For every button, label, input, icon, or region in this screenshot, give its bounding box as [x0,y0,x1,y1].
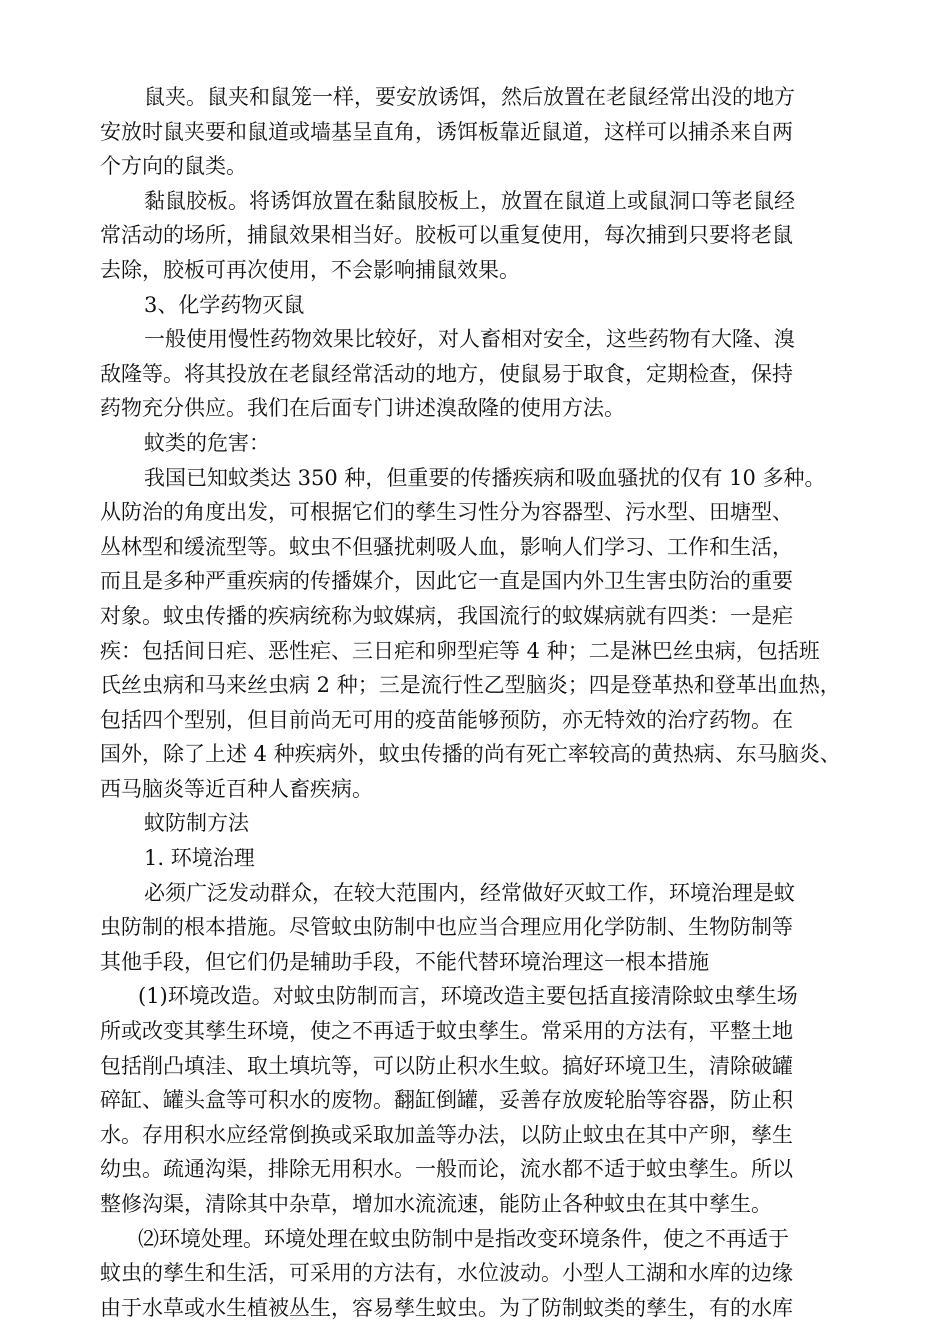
text-line: 从防治的角度出发，可根据它们的孳生习性分为容器型、污水型、田塘型、 [100,500,793,525]
section-heading: 1. 环境治理 [144,846,255,871]
text-line: 常活动的场所，捕鼠效果相当好。胶板可以重复使用，每次捕到只要将老鼠 [100,223,793,248]
section-heading: 蚊防制方法 [144,811,249,836]
section-heading: 3、化学药物灭鼠 [144,292,305,317]
text-line: 鼠夹。鼠夹和鼠笼一样，要安放诱饵，然后放置在老鼠经常出没的地方 [144,85,795,109]
text-line: 所或改变其孳生环境，使之不再适于蚊虫孳生。常采用的方法有，平整土地 [100,1019,793,1044]
text-line: 我国已知蚊类达 350 种，但重要的传播疾病和吸血骚扰的仅有 10 多种。 [144,465,826,490]
text-line: 其他手段，但它们仍是辅助手段，不能代替环境治理这一根本措施 [100,949,709,974]
text-line: 而且是多种严重疾病的传播媒介，因此它一直是国内外卫生害虫防治的重要 [100,569,793,594]
text-line: 由于水草或水生植被丛生，容易孳生蚊虫。为了防制蚊类的孳生，有的水库 [100,1295,793,1320]
text-line: 敌隆等。将其投放在老鼠经常活动的地方，使鼠易于取食，定期检查，保持 [100,361,793,386]
text-line: 疾：包括间日疟、恶性疟、三日疟和卵型疟等 4 种；二是淋巴丝虫病，包括班 [100,638,820,663]
text-line: 去除，胶板可再次使用，不会影响捕鼠效果。 [100,257,520,282]
text-line: 个方向的鼠类。 [100,154,247,179]
text-line: 虫防制的根本措施。尽管蚊虫防制中也应当合理应用化学防制、生物防制等 [100,915,793,940]
text-line: 氏丝虫病和马来丝虫病 2 种；三是流行性乙型脑炎；四是登革热和登革出血热， [100,673,841,698]
text-line: 药物充分供应。我们在后面专门讲述溴敌隆的使用方法。 [100,396,625,421]
text-line: 整修沟渠，清除其中杂草，增加水流流速，能防止各种蚊虫在其中孳生。 [100,1192,772,1216]
text-line: 蚊虫的孳生和生活，可采用的方法有，水位波动。小型人工湖和水库的边缘 [100,1261,793,1286]
section-heading: 蚊类的危害： [144,430,270,455]
text-line: 西马脑炎等近百种人畜疾病。 [100,776,373,801]
text-line: 对象。蚊虫传播的疾病统称为蚊媒病，我国流行的蚊媒病就有四类：一是疟 [100,603,793,628]
text-line: 水。存用积水应经常倒换或采取加盖等办法，以防止蚊虫在其中产卵，孳生 [100,1122,793,1147]
text-line: (1)环境改造。对蚊虫防制而言，环境改造主要包括直接清除蚊虫孳生场 [138,984,798,1009]
text-line: 包括削凸填洼、取土填坑等，可以防止积水生蚊。搞好环境卫生，清除破罐 [100,1053,793,1078]
text-line: 包括四个型别，但目前尚无可用的疫苗能够预防，亦无特效的治疗药物。在 [100,707,793,732]
text-line: 必须广泛发动群众，在较大范围内，经常做好灭蚊工作，环境治理是蚊 [144,880,795,905]
text-line: 碎缸、罐头盒等可积水的废物。翻缸倒罐，妥善存放废轮胎等容器，防止积 [100,1088,793,1113]
text-line: ⑵环境处理。环境处理在蚊虫防制中是指改变环境条件，使之不再适于 [138,1226,789,1251]
document-body [100,80,870,1325]
text-line: 幼虫。疏通沟渠，排除无用积水。一般而论，流水都不适于蚊虫孳生。所以 [100,1157,793,1182]
text-line: 国外，除了上述 4 种疾病外，蚊虫传播的尚有死亡率较高的黄热病、东马脑炎、 [100,742,841,767]
text-line: 一般使用慢性药物效果比较好，对人畜相对安全，这些药物有大隆、溴 [144,327,795,352]
text-line: 丛林型和缓流型等。蚊虫不但骚扰刺吸人血，影响人们学习、工作和生活， [100,534,793,559]
text-line: 黏鼠胶板。将诱饵放置在黏鼠胶板上，放置在鼠道上或鼠洞口等老鼠经 [144,188,795,213]
text-line: 安放时鼠夹要和鼠道或墙基呈直角，诱饵板靠近鼠道，这样可以捕杀来自两 [100,119,793,144]
